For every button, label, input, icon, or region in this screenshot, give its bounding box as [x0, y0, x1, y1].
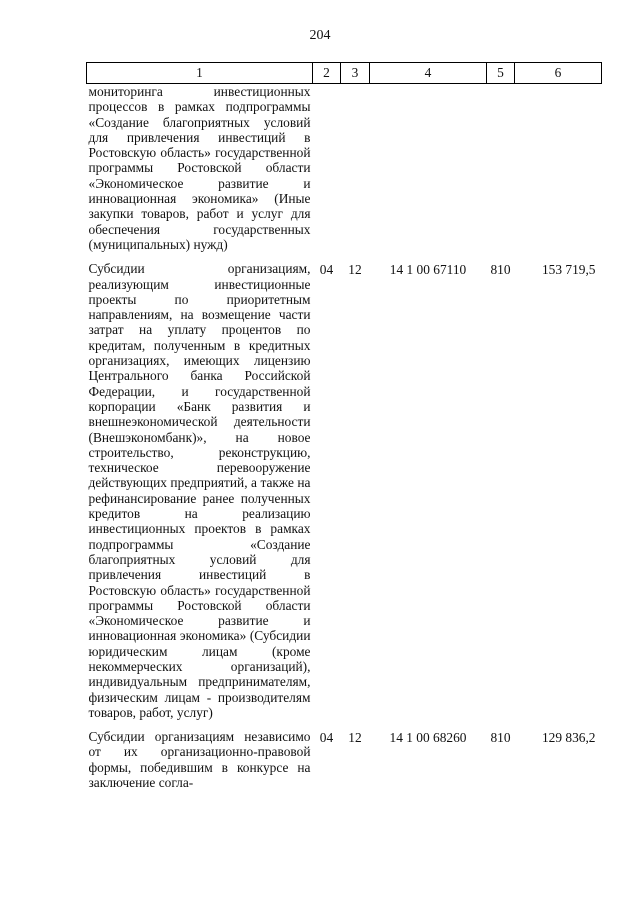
header-col-1: 1: [87, 63, 313, 84]
row-amount: 129 836,2: [541, 730, 596, 746]
row-amount: [515, 84, 602, 262]
row-description: Субсидии организациям, реализующим инвестиционные проекты по приоритетным направлениям, на возмещение части затрат на уплату процентов по кредитам, полученным в кредитных организациях, имеющих лицензию Центрального банка Российской Федерации, и государственной корпорации «Банк развития и внешнеэкономической деятельности (Внешэкономбанк)», на новое строительство, реконструкцию, техническое перевооружение действующих предприятий, а также на рефинансирование ранее полученных кредитов на реализацию инвестиционных проектов в рамках подпрограммы «Создание благоприятных условий для привлечения инвестиций в Ростовскую область» государственной программы Ростовской области «Экономическое развитие и инновационная экономика» (Субсидии юридическим лицам (кроме некоммерческих организаций), индивидуальным предпринимателям, физическим лицам - производителям товаров, работ, услуг): [88, 261, 311, 720]
row-expense-type: 810: [490, 730, 511, 746]
header-col-2: 2: [313, 63, 341, 84]
row-subsection: [341, 84, 370, 262]
header-col-6: 6: [515, 63, 602, 84]
row-subsection: 12: [348, 262, 362, 278]
row-section: [313, 84, 341, 262]
header-col-5: 5: [487, 63, 515, 84]
table-header-row: [87, 63, 602, 84]
row-section: 04: [319, 730, 334, 746]
row-subsection: 12: [348, 730, 362, 746]
row-expense-type: 810: [490, 262, 511, 278]
row-target-code: 14 1 00 68260: [389, 730, 467, 746]
table-row: [87, 729, 602, 790]
row-section: 04: [319, 262, 334, 278]
row-expense-type: [487, 84, 515, 262]
row-description: Субсидии организациям независимо от их организационно-правовой формы, победившим в конкурсе на заключение согла-: [88, 729, 311, 791]
row-target-code: 14 1 00 67110: [389, 262, 467, 278]
header-col-4: 4: [370, 63, 487, 84]
budget-table: [86, 62, 602, 790]
row-target-code: [370, 84, 487, 262]
row-description: мониторинга инвестиционных процессов в рамках подпрограммы «Создание благоприятных условий для привлечения инвестиций в Ростовскую область» государственной программы Ростовской области «Экономическое развитие и инновационная экономика» (Иные закупки товаров, работ и услуг для обеспечения государственных (муниципальных) нужд): [88, 84, 311, 252]
row-amount: 153 719,5: [541, 262, 596, 278]
table-row: [87, 261, 602, 729]
page-number: 204: [309, 28, 331, 43]
header-col-3: 3: [341, 63, 370, 84]
table-row: [87, 84, 602, 262]
